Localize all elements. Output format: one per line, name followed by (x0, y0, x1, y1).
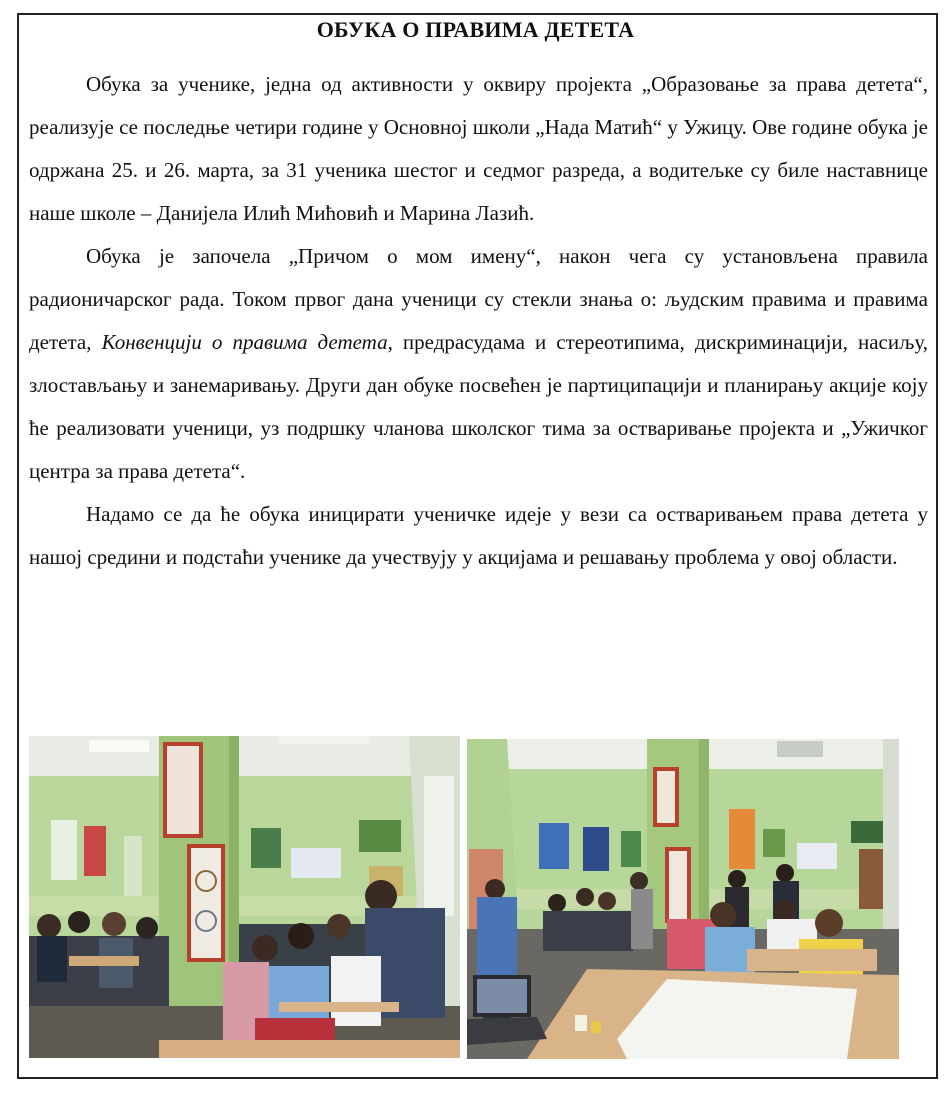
classroom-photo-right (467, 739, 899, 1059)
paragraph-3: Надамо се да ће обука иницирати ученичке идеје у вези са остваривањем права детета у нашој средини и подстаћи ученике да учествују у акцијама и решавању проблема у овој области. (29, 502, 928, 569)
document-title: ОБУКА О ПРАВИМА ДЕТЕТА (316, 17, 635, 42)
convention-title: Конвенцији о правима детета (101, 330, 388, 354)
paragraph-2-start: Обука је започела „Причом о мом имену“, након чега су установљена правила радионичарског рада. Током првог дана ученици су стекли знања о: људским правима и правима детета, (29, 244, 928, 354)
article-body (29, 63, 928, 579)
classroom-photo-left (29, 736, 460, 1058)
paragraph-2-end: , предрасудама и стереотипима, дискриминацији, насиљу, злостављању и занемаривању. Други дан обуке посвећен је партиципацији и планирању акције коју ће реализовати ученици, уз подршку чланова школског тима за остваривање пројекта и „Ужичког центра за права детета“. (29, 330, 928, 483)
paragraph-1: Обука за ученике, једна од активности у оквиру пројекта „Образовање за права детета“, реализује се последње четири године у Основној школи „Нада Матић“ у Ужицу. Ове године обука је одржана 25. и 26. марта, за 31 ученика шестог и седмог разреда, а водитељке су биле наставнице наше школе – Данијела Илић Мићовић и Марина Лазић. (29, 72, 928, 225)
paragraph-2 (29, 235, 928, 493)
